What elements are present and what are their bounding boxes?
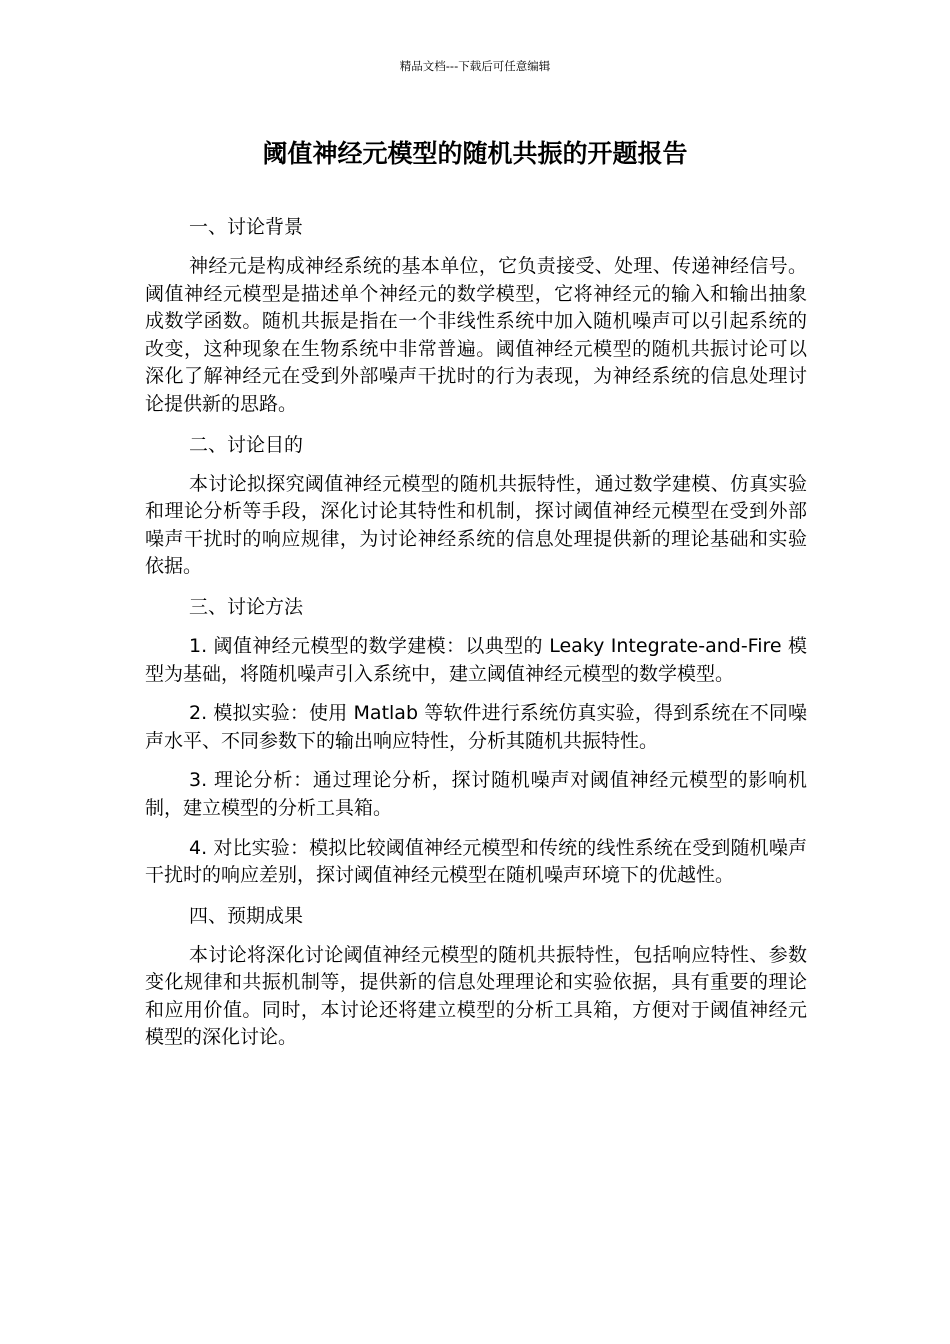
section-purpose bbox=[145, 431, 807, 581]
section-heading: 四、预期成果 bbox=[189, 904, 304, 927]
paragraph: 神经元是构成神经系统的基本单位，它负责接受、处理、传递神经信号。阈值神经元模型是描述单个神经元的数学模型，它将神经元的输入和输出抽象成数学函数。随机共振是指在一个非线性系统中加入随机噪声可以引起系统的改变，这种现象在生物系统中非常普遍。阈值神经元模型的随机共振讨论可以深化了解神经元在受到外部噪声干扰时的行为表现，为神经系统的信息处理讨论提供新的思路。 bbox=[145, 255, 807, 415]
section-background bbox=[145, 213, 807, 419]
document-title: 阈值神经元模型的随机共振的开题报告 bbox=[262, 139, 688, 168]
document-body bbox=[145, 213, 807, 1064]
section-heading: 二、讨论目的 bbox=[189, 433, 304, 456]
section-heading: 一、讨论背景 bbox=[189, 216, 304, 238]
paragraph: 本讨论拟探究阈值神经元模型的随机共振特性，通过数学建模、仿真实验和理论分析等手段，深化讨论其特性和机制，探讨阈值神经元模型在受到外部噪声干扰时的响应规律，为讨论神经系统的信息处理提供新的理论基础和实验依据。 bbox=[145, 472, 807, 578]
method-item: 3. 理论分析：通过理论分析，探讨随机噪声对阈值神经元模型的影响机制，建立模型的分析工具箱。 bbox=[145, 769, 807, 819]
method-item: 1. 阈值神经元模型的数学建模：以典型的 Leaky Integrate-and-Fire 模型为基础，将随机噪声引入系统中，建立阈值神经元模型的数学模型。 bbox=[145, 634, 807, 685]
section-heading: 三、讨论方法 bbox=[189, 595, 304, 618]
section-expected-results bbox=[145, 902, 807, 1052]
section-methods bbox=[145, 593, 807, 890]
header-note: 精品文档---下载后可任意编辑 bbox=[399, 59, 551, 73]
paragraph: 本讨论将深化讨论阈值神经元模型的随机共振特性，包括响应特性、参数变化规律和共振机制等，提供新的信息处理理论和实验依据，具有重要的理论和应用价值。同时，本讨论还将建立模型的分析工具箱，方便对于阈值神经元模型的深化讨论。 bbox=[145, 943, 807, 1049]
method-item: 4. 对比实验：模拟比较阈值神经元模型和传统的线性系统在受到随机噪声干扰时的响应差别，探讨阈值神经元模型在随机噪声环境下的优越性。 bbox=[145, 836, 807, 887]
method-item: 2. 模拟实验：使用 Matlab 等软件进行系统仿真实验，得到系统在不同噪声水平、不同参数下的输出响应特性，分析其随机共振特性。 bbox=[145, 702, 807, 752]
